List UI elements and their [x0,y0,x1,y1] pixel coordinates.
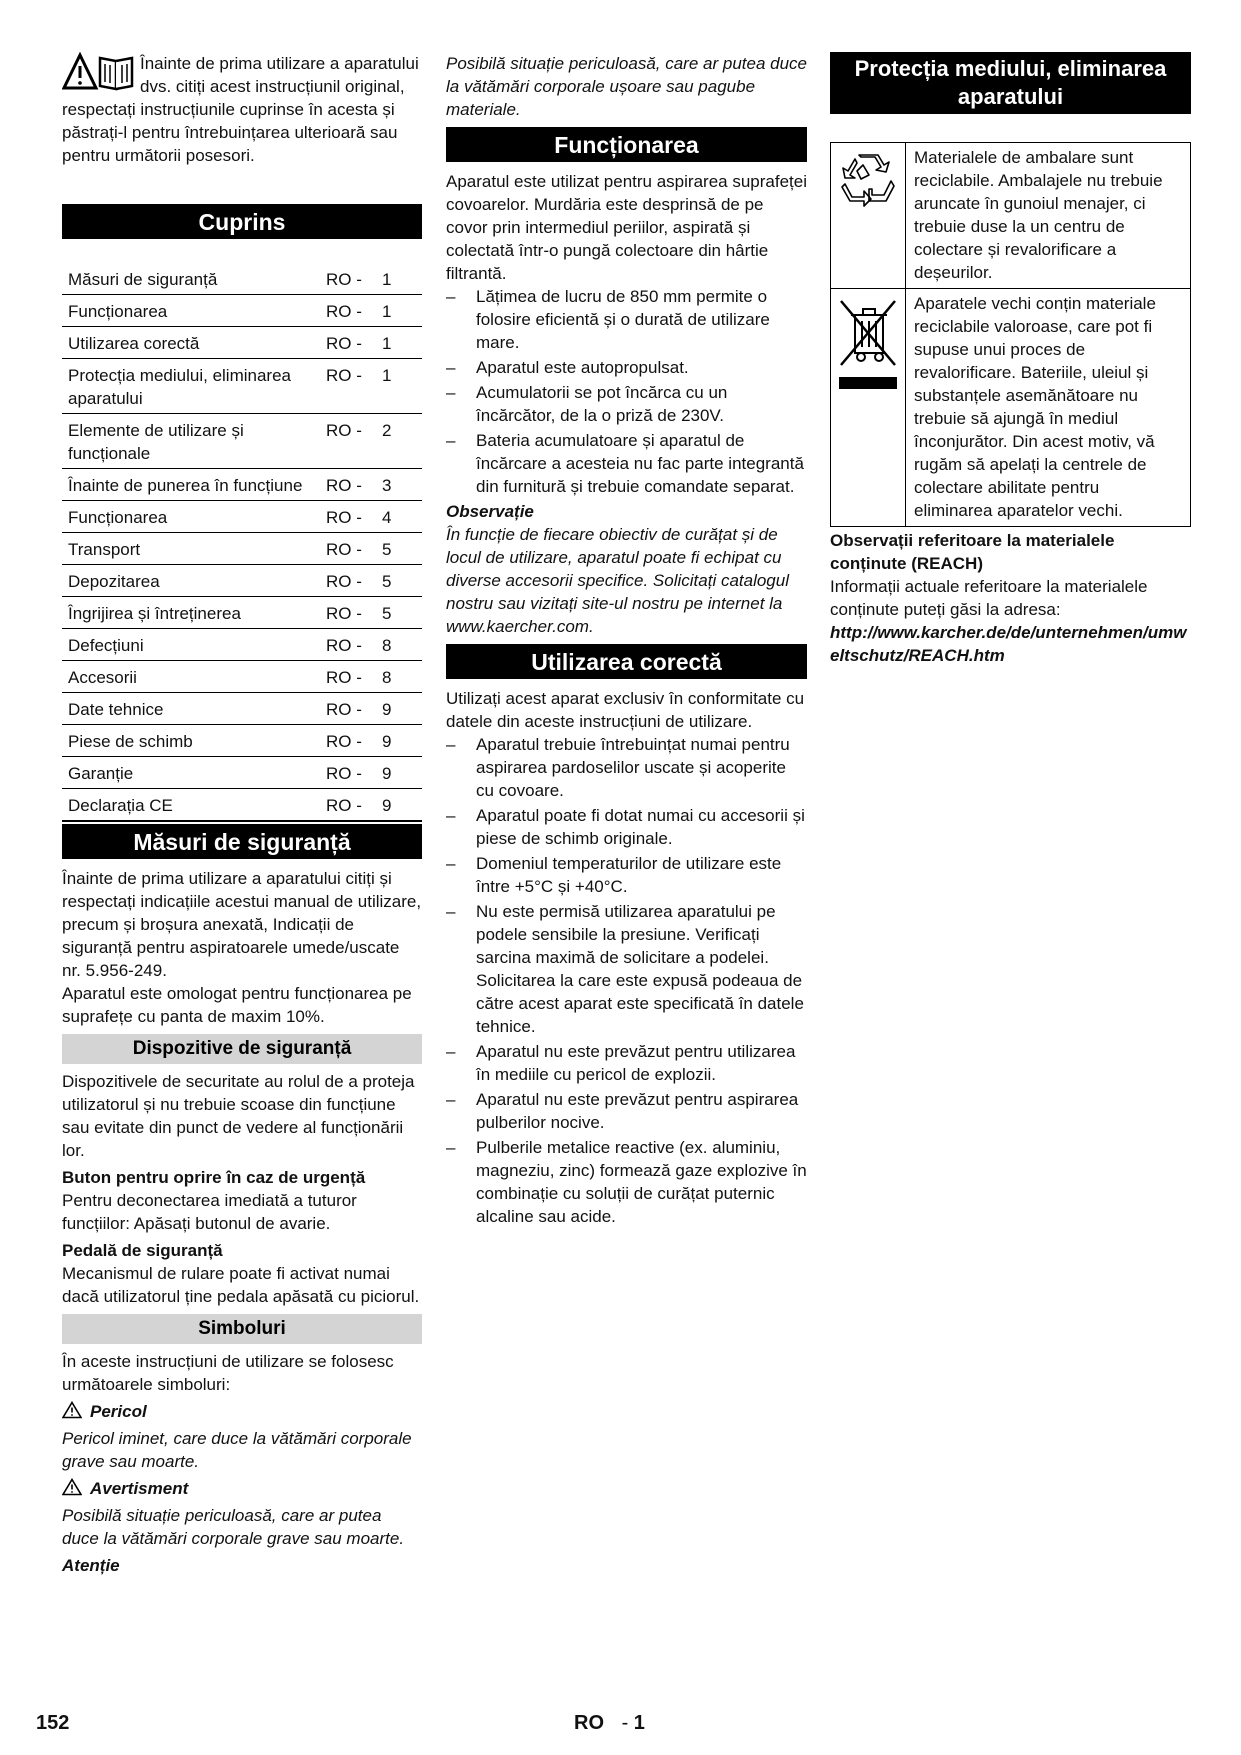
toc-entry-prefix: RO - [326,501,382,533]
toc-entry-label: Elemente de utilizare și funcționale [62,414,326,469]
page-number: 152 [36,1712,70,1734]
toc-heading: Cuprins [62,204,422,239]
toc-row[interactable] [62,693,422,725]
caution-text: Posibilă situație periculoasă, care ar putea duce la vătămări corporale ușoare sau pagube materiale. [446,54,807,119]
footer-local-page: 1 [633,1712,645,1734]
toc-entry-label: Funcționarea [62,295,326,327]
use-bullet: – Aparatul nu este prevăzut pentru aspirarea pulberilor nocive. [446,1088,807,1134]
packaging-row [831,143,1191,289]
function-bullet: – Acumulatorii se pot încărca cu un încărcător, de la o priză de 230V. [446,381,807,427]
toc-row[interactable] [62,469,422,501]
toc-row[interactable] [62,597,422,629]
toc-entry-page: 2 [382,414,422,469]
toc-entry-label: Îngrijirea și întreținerea [62,597,326,629]
toc-entry-page: 9 [382,693,422,725]
environment-table [830,142,1191,527]
use-bullet: – Aparatul poate fi dotat numai cu accesorii și piese de schimb originale. [446,804,807,850]
use-bullet: – Pulberile metalice reactive (ex. aluminiu, magneziu, zinc) formează gaze explozive în combinație cu soluții de curățat puternic alcaline sau acide. [446,1136,807,1228]
danger-label-row [62,1400,422,1423]
warning-text: Posibilă situație periculoasă, care ar putea duce la vătămări corporale grave sau moarte. [62,1506,405,1548]
toc-entry-page: 5 [382,565,422,597]
reach-text: Informații actuale referitoare la materialele conținute puteți găsi la adresa: [830,577,1148,619]
toc-entry-label: Depozitarea [62,565,326,597]
symbols-heading: Simboluri [62,1314,422,1344]
footer-lang: RO [574,1712,604,1734]
warning-triangle-icon [62,52,134,92]
function-bullet: – Aparatul este autopropulsat. [446,356,807,379]
toc-entry-label: Măsuri de siguranță [62,263,326,295]
toc-entry-label: Înainte de punerea în funcțiune [62,469,326,501]
toc-entry-page: 3 [382,469,422,501]
weee-icon-cell [831,289,906,527]
safety-devices-heading: Dispozitive de siguranță [62,1034,422,1064]
function-heading: Funcționarea [446,127,807,162]
toc-row[interactable] [62,414,422,469]
environment-heading: Protecția mediului, eliminarea aparatului [830,52,1191,114]
toc-entry-prefix: RO - [326,327,382,359]
toc-entry-page: 9 [382,757,422,789]
footer-sep: - [621,1712,629,1734]
toc-entry-page: 1 [382,263,422,295]
toc-entry-page: 1 [382,359,422,414]
warning-manual-icon [62,52,134,96]
toc-entry-prefix: RO - [326,359,382,414]
toc-entry-page: 8 [382,629,422,661]
use-bullet: – Nu este permisă utilizarea aparatului pe podele sensibile la presiune. Verificați sarcina maximă de solicitare a podelei. Solicitarea la care este expusă podeaua de către acest aparat este specificată în datele tehnice. [446,900,807,1038]
symbols-intro: În aceste instrucțiuni de utilizare se folosesc următoarele simboluri: [62,1352,394,1394]
reach-heading: Observații referitoare la materialele conținute (REACH) [830,531,1115,573]
danger-label: Pericol [90,1402,147,1421]
toc-entry-label: Protecția mediului, eliminarea aparatului [62,359,326,414]
toc-row[interactable] [62,295,422,327]
note-heading: Observație [446,502,534,521]
recycling-icon-cell [831,143,906,289]
toc-entry-prefix: RO - [326,661,382,693]
toc-entry-prefix: RO - [326,597,382,629]
safety-paragraph-1: Înainte de prima utilizare a aparatului citiți și respectați indicațiile acestui manual de utilizare, precum și broșura anexată, Indicații de siguranță pentru aspiratoarele umede/uscate nr. 5.956-249. [62,869,422,980]
toc-row[interactable] [62,263,422,295]
toc-row[interactable] [62,565,422,597]
intro-text: Înainte de prima utilizare a aparatului dvs. citiți acest instrucțiunil original, respectați instrucțiunile cuprinse în acesta și păstrați-l pentru întrebuințarea ulterioară sau pentru următorii posesori. [62,54,419,165]
column-right [830,52,1191,667]
toc-entry-label: Defecțiuni [62,629,326,661]
footer-section-ref [574,1712,645,1735]
toc-entry-page: 5 [382,597,422,629]
toc-entry-prefix: RO - [326,629,382,661]
function-bullet: – Bateria acumulatoare și aparatul de încărcare a acesteia nu fac parte integrantă din furnitură și trebuie comandate separat. [446,429,807,498]
toc-entry-page: 9 [382,725,422,757]
use-bullet-list [446,733,807,1228]
toc-entry-label: Utilizarea corectă [62,327,326,359]
toc-entry-label: Accesorii [62,661,326,693]
toc-entry-label: Declarația CE [62,789,326,822]
toc-table [62,263,422,822]
emergency-stop-text: Pentru deconectarea imediată a tuturor funcțiilor: Apăsați butonul de avarie. [62,1191,357,1233]
use-bullet: – Domeniul temperaturilor de utilizare este între +5°C și +40°C. [446,852,807,898]
toc-row[interactable] [62,661,422,693]
toc-entry-label: Transport [62,533,326,565]
toc-entry-prefix: RO - [326,725,382,757]
column-middle [446,52,807,1230]
toc-entry-prefix: RO - [326,295,382,327]
toc-entry-page: 4 [382,501,422,533]
use-heading: Utilizarea corectă [446,644,807,679]
safety-pedal-text: Mecanismul de rulare poate fi activat numai dacă utilizatorul ține pedala apăsată cu piciorul. [62,1264,420,1306]
toc-entry-page: 1 [382,295,422,327]
function-bullet-list [446,285,807,498]
safety-paragraph-2: Aparatul este omologat pentru funcționarea pe suprafețe cu panta de maxim 10%. [62,984,412,1026]
warning-icon [62,1478,82,1496]
toc-entry-prefix: RO - [326,757,382,789]
toc-entry-page: 9 [382,789,422,822]
use-bullet: – Aparatul trebuie întrebuințat numai pentru aspirarea pardoselilor uscate și acoperite cu covoare. [446,733,807,802]
toc-entry-label: Garanție [62,757,326,789]
toc-entry-prefix: RO - [326,414,382,469]
emergency-stop-heading: Buton pentru oprire în caz de urgență [62,1168,366,1187]
toc-entry-prefix: RO - [326,789,382,822]
recycling-icon [839,151,897,209]
toc-row[interactable] [62,757,422,789]
use-bullet: – Aparatul nu este prevăzut pentru utilizarea în mediile cu pericol de explozii. [446,1040,807,1086]
caution-label: Atenție [62,1556,120,1575]
weee-text: Aparatele vechi conțin materiale reciclabile valoroase, care pot fi supuse unui proces de revalorificare. Bateriile, uleiul și substanțele asemănătoare nu trebuie să ajungă în mediul înconjurător. Din acest motiv, vă rugăm să apelați la centrele de colectare abilitate pentru eliminarea aparatelor vechi. [906,289,1191,527]
warning-label-row [62,1477,422,1500]
toc-row[interactable] [62,359,422,414]
toc-row[interactable] [62,501,422,533]
danger-text: Pericol iminet, care duce la vătămări corporale grave sau moarte. [62,1429,412,1471]
crossed-bin-icon [837,297,899,397]
toc-row[interactable] [62,327,422,359]
toc-row[interactable] [62,629,422,661]
safety-devices-text: Dispozitivele de securitate au rolul de a proteja utilizatorul și nu trebuie scoase din funcțiune sau evitate din punct de vedere al funcționării lor. [62,1072,415,1160]
reach-link[interactable]: http://www.karcher.de/de/unternehmen/umweltschutz/REACH.htm [830,623,1187,665]
function-bullet: – Lățimea de lucru de 850 mm permite o folosire eficientă și o durată de utilizare mare. [446,285,807,354]
column-left [62,52,422,1577]
toc-entry-prefix: RO - [326,565,382,597]
toc-row[interactable] [62,533,422,565]
toc-entry-prefix: RO - [326,469,382,501]
manual-book-icon [100,58,132,89]
function-paragraph: Aparatul este utilizat pentru aspirarea suprafeței covoarelor. Murdăria este desprinsă de pe covor prin intermediul periilor, aspirată și colectată într-o pungă colectoare din hârtie filtrantă. [446,172,807,283]
note-text: În funcție de fiecare obiectiv de curățat și de locul de utilizare, aparatul poate fi echipat cu diverse accesorii specifice. Solicitați catalogul nostru sau vizitați site-ul nostru pe internet la www.kaercher.com. [446,525,789,636]
safety-pedal-heading: Pedală de siguranță [62,1241,223,1260]
weee-row [831,289,1191,527]
safety-heading: Măsuri de siguranță [62,824,422,859]
toc-entry-label: Piese de schimb [62,725,326,757]
toc-row[interactable] [62,789,422,822]
toc-entry-prefix: RO - [326,693,382,725]
use-paragraph: Utilizați acest aparat exclusiv în conformitate cu datele din aceste instrucțiuni de utilizare. [446,689,805,731]
toc-entry-page: 8 [382,661,422,693]
toc-entry-page: 1 [382,327,422,359]
toc-entry-page: 5 [382,533,422,565]
intro-block [62,52,422,190]
toc-entry-prefix: RO - [326,263,382,295]
packaging-text: Materialele de ambalare sunt reciclabile. Ambalajele nu trebuie aruncate în gunoiul menajer, ci trebuie duse la un centru de colectare și revalorificare a deșeurilor. [906,143,1191,289]
toc-row[interactable] [62,725,422,757]
warning-label: Avertisment [90,1479,189,1498]
danger-warning-icon [62,1401,82,1419]
toc-entry-label: Funcționarea [62,501,326,533]
toc-entry-label: Date tehnice [62,693,326,725]
toc-entry-prefix: RO - [326,533,382,565]
